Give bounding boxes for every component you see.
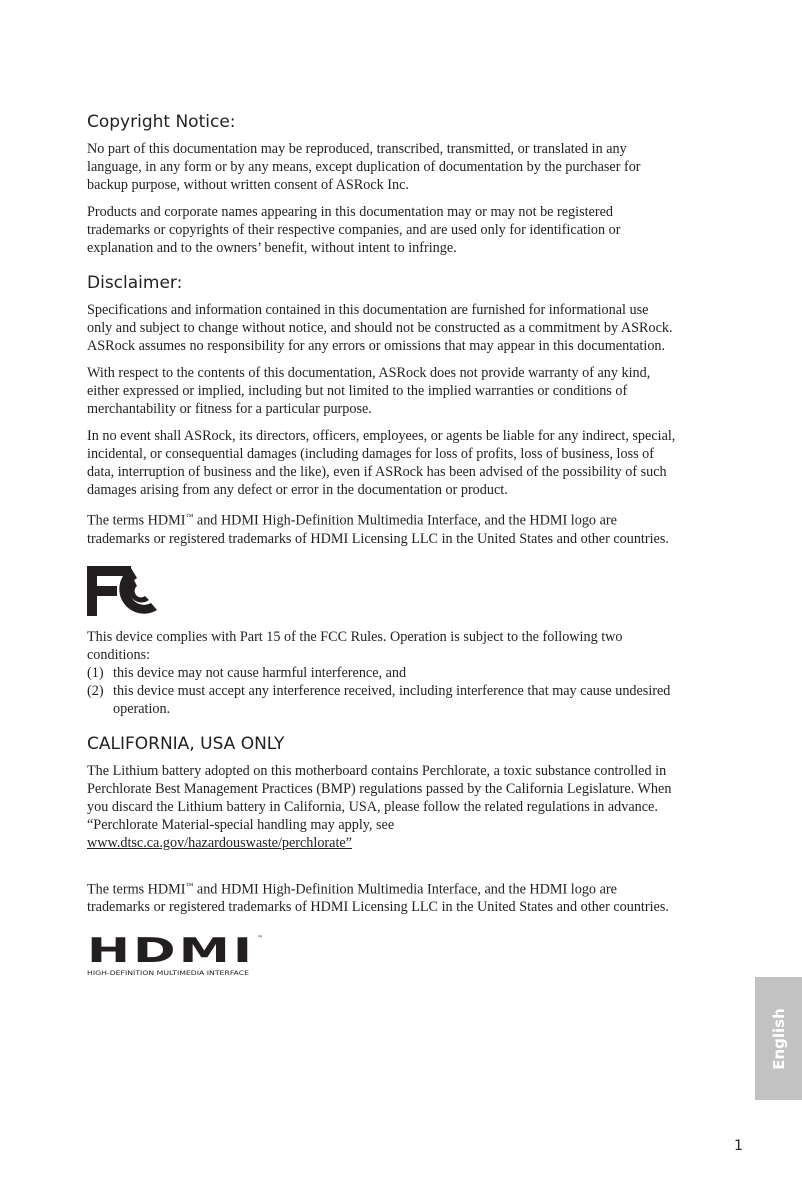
hdmi-logo	[87, 932, 677, 985]
hdmi-trademark-notice: The terms HDMI™ and HDMI High-Definition Multimedia Interface, and the HDMI logo are trademarks or registered trademarks of HDMI Licensing LLC in the United States and other countries.	[87, 512, 669, 547]
fcc-statement: This device complies with Part 15 of the FCC Rules. Operation is subject to the following two conditions:	[87, 628, 623, 663]
hdmi-wordmark: HDMI	[87, 932, 255, 972]
disclaimer-paragraph: With respect to the contents of this documentation, ASRock does not provide warranty of any kind, either expressed or implied, including but not limited to the implied warranties or conditions of merchantability or fitness for a particular purpose.	[87, 365, 651, 417]
hdmi-tm: ™	[257, 935, 263, 943]
language-tab	[755, 977, 802, 1100]
page-number: 1	[734, 1138, 743, 1154]
disclaimer-paragraph: Specifications and information contained in this documentation are furnished for informational use only and subject to change without notice, and should not be constructed as a commitment by ASRock. ASRock assumes no responsibility for any errors or omissions that may appear in this documentation.	[87, 302, 673, 354]
fcc-conditions	[87, 664, 677, 718]
fcc-condition: (1) this device may not cause harmful interference, and	[87, 664, 407, 681]
california-heading: CALIFORNIA, USA ONLY	[87, 733, 285, 754]
document-body	[87, 112, 677, 985]
perchlorate-quote: “Perchlorate Material-special handling may apply, see	[87, 816, 395, 833]
fcc-logo-icon	[87, 566, 157, 616]
copyright-paragraph: No part of this documentation may be reproduced, transcribed, transmitted, or translated in any language, in any form or by any means, except duplication of documentation by the purchaser for backup purpose, without written consent of ASRock Inc.	[87, 141, 641, 193]
california-paragraph: The Lithium battery adopted on this motherboard contains Perchlorate, a toxic substance controlled in Perchlorate Best Management Practices (BMP) regulations passed by the California Legislature. When you discard the Lithium battery in California, USA, please follow the related regulations in advance.	[87, 762, 672, 815]
hdmi-logo-icon	[87, 932, 269, 980]
fcc-condition: (2) this device must accept any interference received, including interference that may cause undesired operation.	[87, 682, 671, 717]
hdmi-tagline: HIGH-DEFINITION MULTIMEDIA INTERFACE	[87, 969, 249, 978]
copyright-paragraph: Products and corporate names appearing in this documentation may or may not be registered trademarks or copyrights of their respective companies, and are used only for identification or explanation and to the owners’ benefit, without intent to infringe.	[87, 204, 621, 256]
language-tab-label: English	[769, 1007, 788, 1070]
perchlorate-link[interactable]: www.dtsc.ca.gov/hazardouswaste/perchlorate”	[87, 834, 352, 851]
disclaimer-heading: Disclaimer:	[87, 273, 183, 293]
disclaimer-paragraph: In no event shall ASRock, its directors, officers, employees, or agents be liable for any indirect, special, incidental, or consequential damages (including damages for loss of profits, loss of business, loss of data, interruption of business and the like), even if ASRock has been advised of the possibility of such damages arising from any defect or error in the documentation or product.	[87, 428, 676, 498]
copyright-heading: Copyright Notice:	[87, 112, 236, 132]
hdmi-trademark-notice: The terms HDMI™ and HDMI High-Definition Multimedia Interface, and the HDMI logo are trademarks or registered trademarks of HDMI Licensing LLC in the United States and other countries.	[87, 880, 669, 916]
